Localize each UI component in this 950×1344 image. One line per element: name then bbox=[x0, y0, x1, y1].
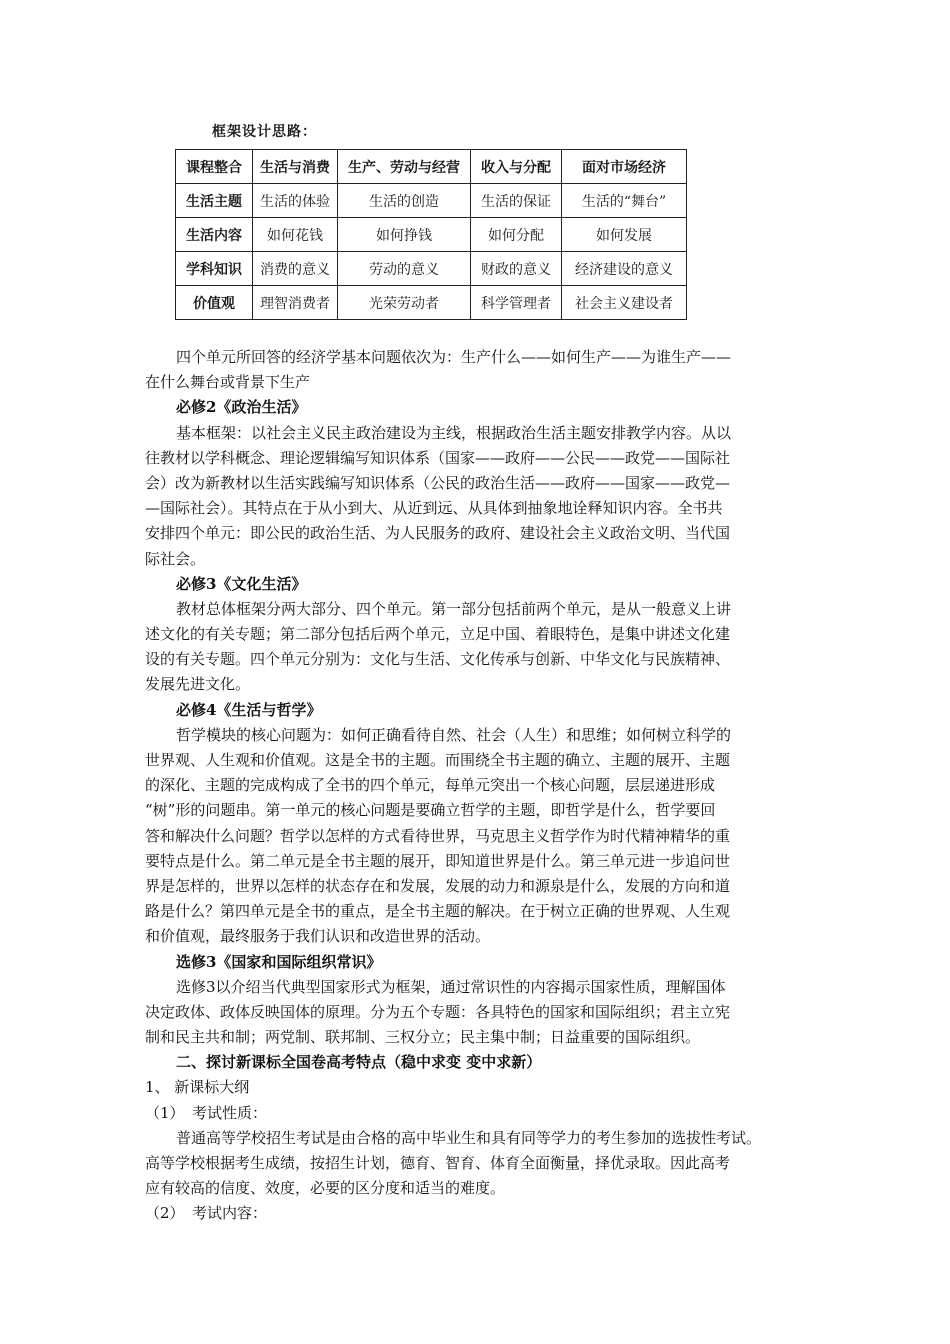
table-header-row bbox=[176, 150, 687, 184]
row-header-cell: 生活内容 bbox=[176, 218, 253, 252]
paragraph-line: 四个单元所回答的经济学基本问题依次为：生产什么——如何生产——为谁生产—— bbox=[176, 348, 732, 366]
table-cell: 社会主义建设者 bbox=[562, 286, 687, 320]
header-cell: 生产、劳动与经营 bbox=[338, 150, 471, 184]
header-cell: 收入与分配 bbox=[471, 150, 562, 184]
paragraph-line: 际社会。 bbox=[145, 549, 206, 568]
row-header-cell: 价值观 bbox=[176, 286, 253, 320]
table-cell: 理智消费者 bbox=[253, 286, 338, 320]
framework-title: 框架设计思路： bbox=[212, 124, 317, 140]
table-row bbox=[176, 218, 687, 252]
section-heading: 选修3《国家和国际组织常识》 bbox=[176, 952, 382, 971]
paragraph-line: 的深化、主题的完成构成了全书的四个单元，每单元突出一个核心问题，层层递进形成 bbox=[145, 776, 716, 795]
paragraph-line: 会）改为新教材以生活实践编写知识体系（公民的政治生活——政府——国家——政党— bbox=[145, 473, 731, 492]
paragraph-line: 设的有关专题。四个单元分别为：文化与生活、文化传承与创新、中华文化与民族精神、 bbox=[145, 650, 731, 669]
header-cell: 生活与消费 bbox=[253, 150, 338, 184]
paragraph-line: 要特点是什么。第二单元是全书主题的展开，即知道世界是什么。第三单元进一步追问世 bbox=[145, 851, 731, 870]
section-heading: 必修3《文化生活》 bbox=[176, 574, 307, 593]
table-cell: 如何花钱 bbox=[253, 218, 338, 252]
table-cell: 科学管理者 bbox=[471, 286, 562, 320]
paragraph-line: 决定政体、政体反映国体的原理。分为五个专题：各具特色的国家和国际组织；君主立宪 bbox=[145, 1002, 731, 1021]
table-row bbox=[176, 252, 687, 286]
paragraph-line: 往教材以学科概念、理论逻辑编写知识体系（国家——政府——公民——政党——国际社 bbox=[145, 448, 731, 467]
table-cell: 光荣劳动者 bbox=[338, 286, 471, 320]
table-cell: 如何发展 bbox=[562, 218, 687, 252]
paragraph-line: 界是怎样的，世界以怎样的状态存在和发展，发展的动力和源泉是什么，发展的方向和道 bbox=[145, 876, 731, 895]
subsection-heading: 1、 新课标大纲 bbox=[145, 1078, 250, 1097]
header-cell: 面对市场经济 bbox=[562, 150, 687, 184]
subsection-heading: （2） 考试内容： bbox=[145, 1204, 268, 1223]
table-cell: 生活的创造 bbox=[338, 184, 471, 218]
row-header-cell: 生活主题 bbox=[176, 184, 253, 218]
paragraph-line: 世界观、人生观和价值观。这是全书的主题。而围绕全书主题的确立、主题的展开、主题 bbox=[145, 751, 731, 769]
paragraph-line: 发展先进文化。 bbox=[145, 675, 251, 694]
table-cell: 如何挣钱 bbox=[338, 218, 471, 252]
chapter-heading: 二、探讨新课标全国卷高考特点（稳中求变 变中求新） bbox=[176, 1053, 542, 1072]
paragraph-line: 路是什么？第四单元是全书的重点，是全书主题的解决。在于树立正确的世界观、人生观 bbox=[145, 902, 731, 921]
table-cell: 消费的意义 bbox=[253, 252, 338, 286]
header-cell: 课程整合 bbox=[176, 150, 253, 184]
table-cell: 财政的意义 bbox=[471, 252, 562, 286]
paragraph-line: 和价值观，最终服务于我们认识和改造世界的活动。 bbox=[145, 927, 491, 946]
paragraph-line: 选修3以介绍当代典型国家形式为框架，通过常识性的内容揭示国家性质，理解国体 bbox=[176, 977, 726, 996]
subsection-heading: （1） 考试性质： bbox=[145, 1103, 268, 1122]
table-row bbox=[176, 184, 687, 218]
paragraph-line: 在什么舞台或背景下生产 bbox=[145, 373, 311, 392]
table-row bbox=[176, 286, 687, 320]
paragraph-line: 教材总体框架分两大部分、四个单元。第一部分包括前两个单元，是从一般意义上讲 bbox=[176, 599, 732, 618]
paragraph-line: —国际社会）。其特点在于从小到大、从近到远、从具体到抽象地诠释知识内容。全书共 bbox=[145, 499, 723, 518]
paragraph-line: 高等学校根据考生成绩，按招生计划，德育、智育、体育全面衡量，择优录取。因此高考 bbox=[145, 1154, 731, 1172]
row-header-cell: 学科知识 bbox=[176, 252, 253, 286]
document-body bbox=[145, 345, 825, 1227]
paragraph-line: 基本框架：以社会主义民主政治建设为主线，根据政治生活主题安排教学内容。从以 bbox=[176, 423, 732, 442]
paragraph-line: “树”形的问题串。第一单元的核心问题是要确立哲学的主题，即哲学是什么，哲学要回 bbox=[145, 801, 716, 820]
paragraph-line: 答和解决什么问题？哲学以怎样的方式看待世界，马克思主义哲学作为时代精神精华的重 bbox=[145, 826, 731, 845]
paragraph-line: 述文化的有关专题；第二部分包括后两个单元，立足中国、着眼特色，是集中讲述文化建 bbox=[145, 625, 731, 644]
paragraph-line: 哲学模块的核心问题为：如何正确看待自然、社会（人生）和思维；如何树立科学的 bbox=[176, 725, 732, 744]
paragraph-line: 应有较高的信度、效度，必要的区分度和适当的难度。 bbox=[145, 1179, 506, 1198]
table-cell: 生活的保证 bbox=[471, 184, 562, 218]
table-cell: 生活的“舞台” bbox=[562, 184, 687, 218]
table-cell: 劳动的意义 bbox=[338, 252, 471, 286]
section-heading: 必修4《生活与哲学》 bbox=[176, 700, 322, 719]
table-cell: 如何分配 bbox=[471, 218, 562, 252]
section-heading: 必修2《政治生活》 bbox=[176, 398, 307, 417]
paragraph-line: 制和民主共和制；两党制、联邦制、三权分立；民主集中制；日益重要的国际组织。 bbox=[145, 1028, 701, 1047]
table-cell: 经济建设的意义 bbox=[562, 252, 687, 286]
paragraph-line: 普通高等学校招生考试是由合格的高中毕业生和具有同等学力的考生参加的选拔性考试。 bbox=[176, 1128, 762, 1147]
framework-table bbox=[175, 149, 687, 320]
table-cell: 生活的体验 bbox=[253, 184, 338, 218]
paragraph-line: 安排四个单元：即公民的政治生活、为人民服务的政府、建设社会主义政治文明、当代国 bbox=[145, 524, 731, 543]
